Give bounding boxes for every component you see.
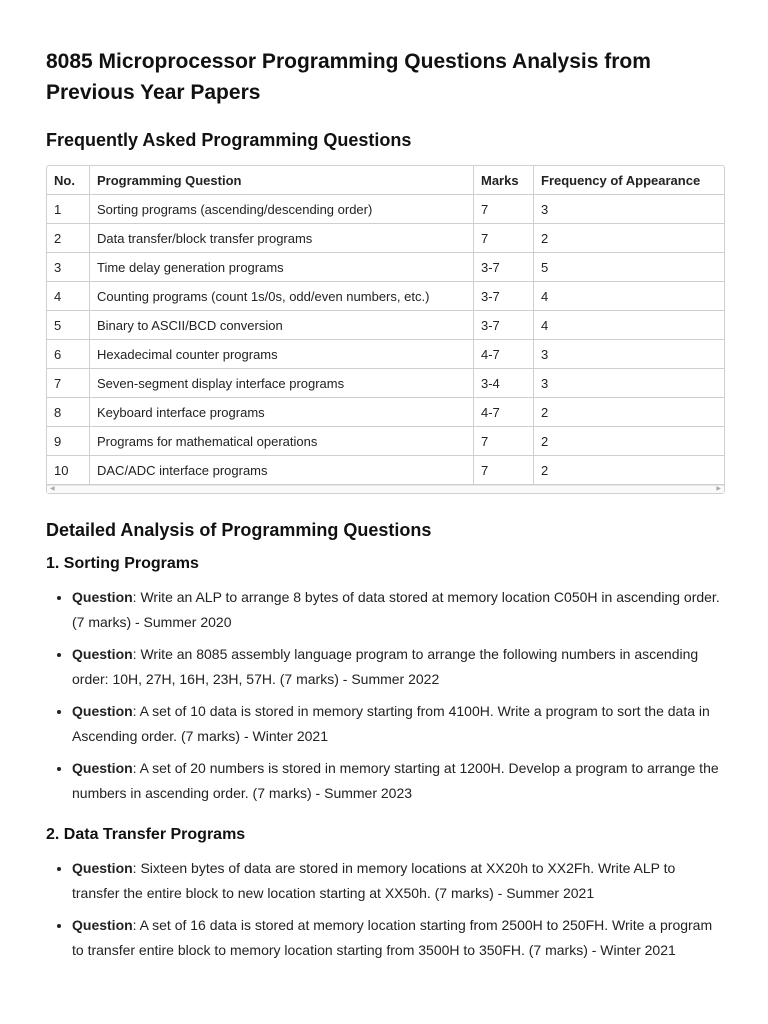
- list-item: [72, 699, 722, 749]
- question-label: Question: [72, 760, 133, 776]
- cell-marks: 7: [474, 195, 534, 224]
- cell-question: Time delay generation programs: [90, 253, 474, 282]
- list-item: [72, 913, 722, 963]
- cell-frequency: 2: [534, 224, 725, 253]
- cell-question: Seven-segment display interface programs: [90, 369, 474, 398]
- cell-frequency: 4: [534, 311, 725, 340]
- cell-no: 2: [47, 224, 90, 253]
- question-text: : A set of 16 data is stored at memory location starting from 2500H to 250FH. Write a program to transfer entire block to memory location starting from 3500H to 350FH. (7 marks) - Winter 2021: [72, 917, 713, 958]
- table-row: [47, 311, 724, 340]
- table-row: [47, 224, 724, 253]
- table-row: [47, 253, 724, 282]
- cell-marks: 4-7: [474, 398, 534, 427]
- cell-question: Hexadecimal counter programs: [90, 340, 474, 369]
- question-text: : Sixteen bytes of data are stored in memory locations at XX20h to XX2Fh. Write ALP to transfer the entire block to new location starting at XX50h. (7 marks) - Summer 2021: [72, 860, 676, 901]
- cell-marks: 3-7: [474, 282, 534, 311]
- cell-frequency: 5: [534, 253, 725, 282]
- column-header-question: Programming Question: [90, 166, 474, 195]
- detail-heading: Detailed Analysis of Programming Questions: [46, 520, 432, 540]
- cell-frequency: 3: [534, 195, 725, 224]
- cell-marks: 3-7: [474, 311, 534, 340]
- table-row: [47, 398, 724, 427]
- question-label: Question: [72, 860, 133, 876]
- column-header-no: No.: [47, 166, 90, 195]
- cell-no: 9: [47, 427, 90, 456]
- cell-no: 7: [47, 369, 90, 398]
- question-text: : Write an 8085 assembly language program to arrange the following numbers in ascending order: 10H, 27H, 16H, 23H, 57H. (7 marks) - Summer 2022: [72, 646, 699, 687]
- table-row: [47, 369, 724, 398]
- cell-marks: 3-4: [474, 369, 534, 398]
- cell-frequency: 4: [534, 282, 725, 311]
- cell-frequency: 3: [534, 369, 725, 398]
- cell-no: 6: [47, 340, 90, 369]
- cell-frequency: 2: [534, 456, 725, 485]
- cell-question: Data transfer/block transfer programs: [90, 224, 474, 253]
- table-heading: Frequently Asked Programming Questions: [46, 130, 412, 150]
- cell-no: 3: [47, 253, 90, 282]
- table-header-row: [47, 166, 724, 195]
- cell-no: 5: [47, 311, 90, 340]
- cell-no: 8: [47, 398, 90, 427]
- cell-frequency: 2: [534, 398, 725, 427]
- cell-question: Programs for mathematical operations: [90, 427, 474, 456]
- table-row: [47, 456, 724, 485]
- cell-no: 4: [47, 282, 90, 311]
- table-row: [47, 427, 724, 456]
- list-item: [72, 756, 722, 806]
- questions-table: [47, 166, 724, 485]
- column-header-frequency: Frequency of Appearance: [534, 166, 725, 195]
- table-row: [47, 282, 724, 311]
- cell-question: Sorting programs (ascending/descending order): [90, 195, 474, 224]
- cell-marks: 7: [474, 224, 534, 253]
- question-label: Question: [72, 917, 133, 933]
- question-label: Question: [72, 589, 133, 605]
- cell-question: Binary to ASCII/BCD conversion: [90, 311, 474, 340]
- questions-table-container[interactable]: [46, 165, 725, 494]
- cell-marks: 7: [474, 427, 534, 456]
- cell-no: 10: [47, 456, 90, 485]
- list-item: [72, 856, 722, 906]
- data-transfer-question-list: [46, 856, 722, 963]
- page-title: 8085 Microprocessor Programming Questions Analysis from Previous Year Papers: [46, 50, 651, 104]
- section-title-data-transfer: 2. Data Transfer Programs: [46, 826, 246, 843]
- scroll-left-icon[interactable]: ◀: [50, 486, 55, 492]
- cell-frequency: 2: [534, 427, 725, 456]
- cell-question: Counting programs (count 1s/0s, odd/even numbers, etc.): [90, 282, 474, 311]
- scroll-right-icon[interactable]: ▶: [716, 486, 721, 492]
- table-row: [47, 195, 724, 224]
- sorting-question-list: [46, 585, 722, 806]
- question-label: Question: [72, 703, 133, 719]
- question-label: Question: [72, 646, 133, 662]
- cell-question: DAC/ADC interface programs: [90, 456, 474, 485]
- cell-question: Keyboard interface programs: [90, 398, 474, 427]
- question-text: : A set of 10 data is stored in memory starting from 4100H. Write a program to sort the data in Ascending order. (7 marks) - Winter 2021: [72, 703, 710, 744]
- cell-no: 1: [47, 195, 90, 224]
- cell-marks: 7: [474, 456, 534, 485]
- table-row: [47, 340, 724, 369]
- question-text: : A set of 20 numbers is stored in memory starting at 1200H. Develop a program to arrange the numbers in ascending order. (7 marks) - Summer 2023: [72, 760, 719, 801]
- section-title-sorting: 1. Sorting Programs: [46, 555, 199, 572]
- horizontal-scrollbar[interactable]: [47, 485, 724, 493]
- cell-frequency: 3: [534, 340, 725, 369]
- cell-marks: 4-7: [474, 340, 534, 369]
- question-text: : Write an ALP to arrange 8 bytes of data stored at memory location C050H in ascending order. (7 marks) - Summer 2020: [72, 589, 720, 630]
- column-header-marks: Marks: [474, 166, 534, 195]
- cell-marks: 3-7: [474, 253, 534, 282]
- list-item: [72, 585, 722, 635]
- list-item: [72, 642, 722, 692]
